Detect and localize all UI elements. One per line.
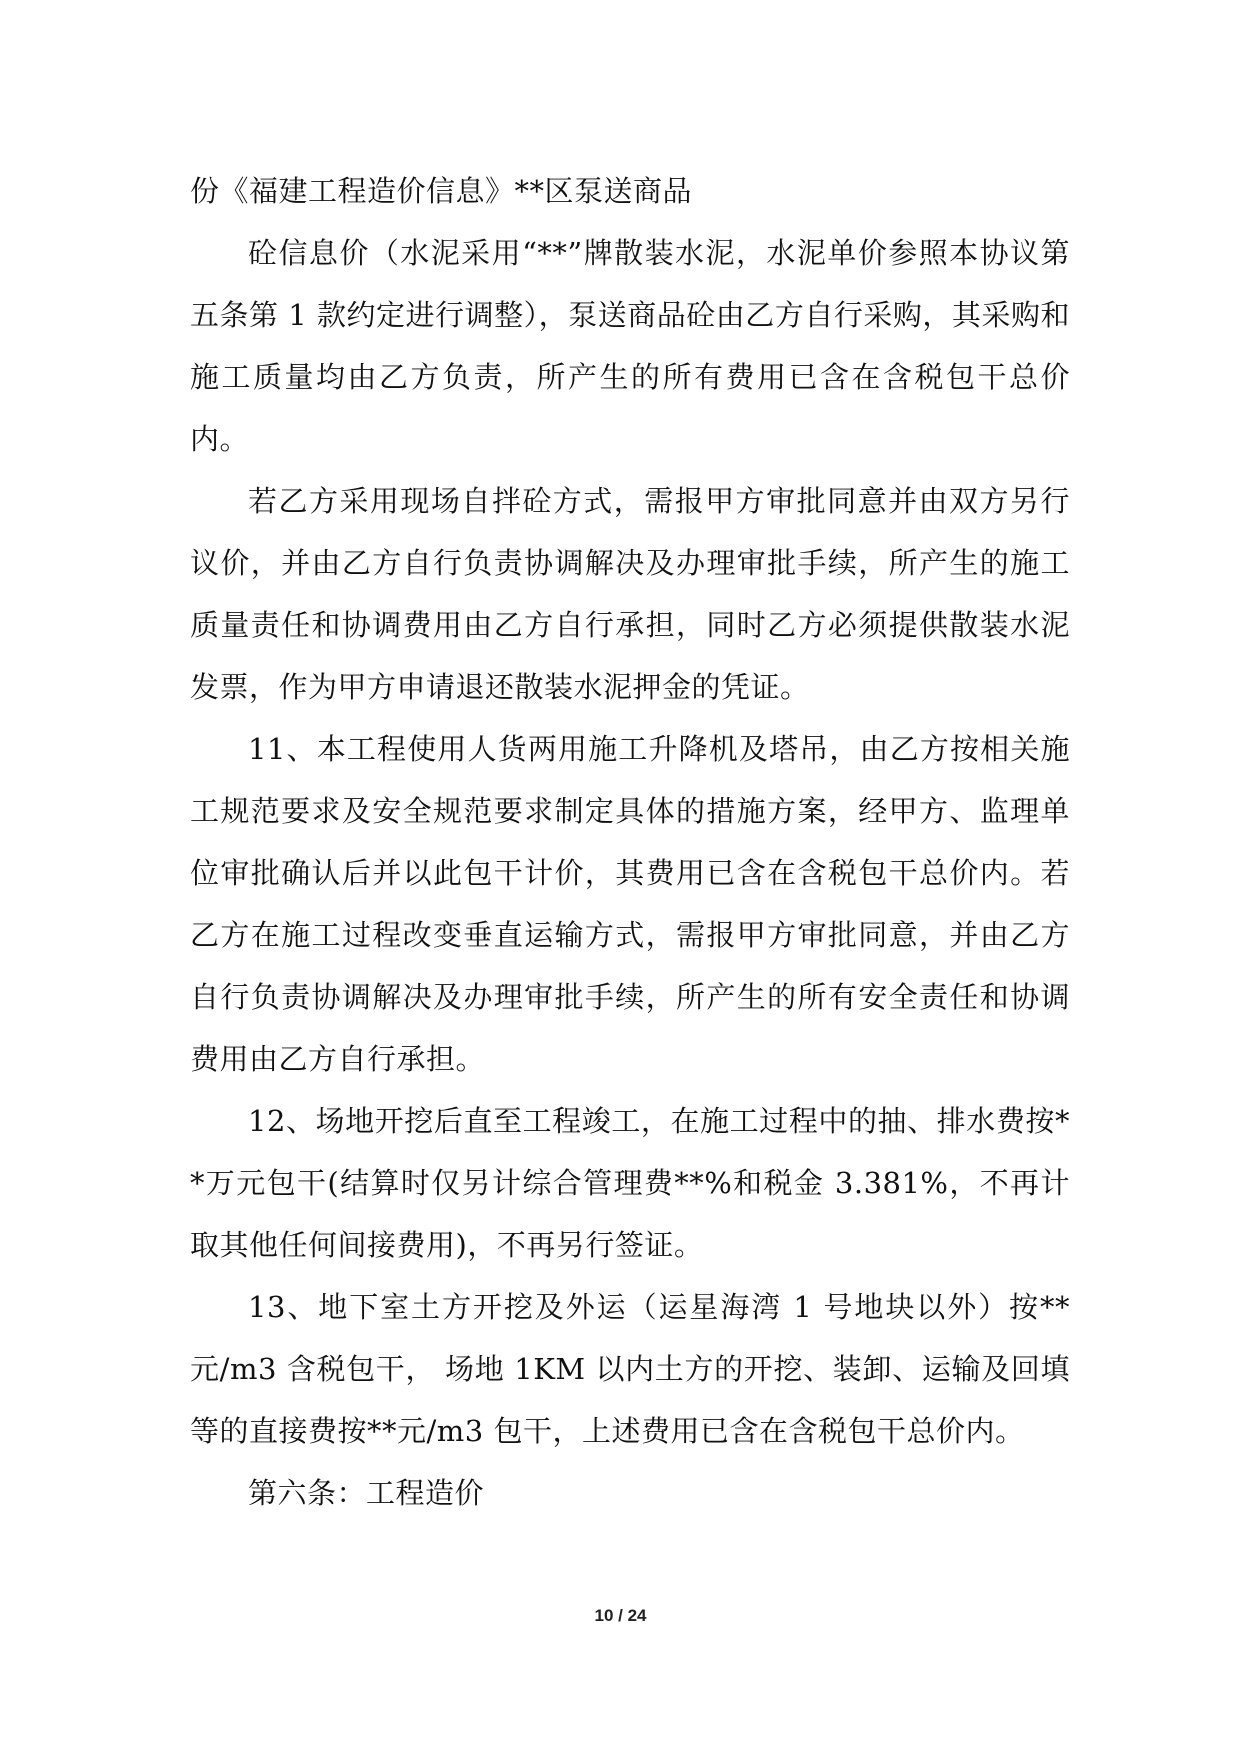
paragraph-clause-12: 12、场地开挖后直至工程竣工，在施工过程中的抽、排水费按**万元包干(结算时仅另计综合管理费**%和税金 3.381%，不再计取其他任何间接费用)，不再另行签证。 bbox=[190, 1104, 1070, 1262]
page-number: 10 / 24 bbox=[594, 1606, 647, 1625]
document-body bbox=[190, 160, 1070, 1524]
section-heading-article-6: 第六条：工程造价 bbox=[248, 1476, 485, 1510]
paragraph-clause-13: 13、地下室土方开挖及外运（运星海湾 1 号地块以外）按**元/m3 含税包干， 场地 1KM 以内土方的开挖、装卸、运输及回填等的直接费按**元/m3 包干，上述费用已含在含税包干总价内。 bbox=[190, 1290, 1070, 1448]
paragraph-clause-11: 11、本工程使用人货两用施工升降机及塔吊，由乙方按相关施工规范要求及安全规范要求制定具体的措施方案，经甲方、监理单位审批确认后并以此包干计价，其费用已含在含税包干总价内。若乙方在施工过程改变垂直运输方式，需报甲方审批同意，并由乙方自行负责协调解决及办理审批手续，所产生的所有安全责任和协调费用由乙方自行承担。 bbox=[190, 732, 1070, 1076]
paragraph-1: 份《福建工程造价信息》**区泵送商品 bbox=[190, 174, 693, 208]
paragraph-2: 砼信息价（水泥采用“**”牌散装水泥，水泥单价参照本协议第五条第 1 款约定进行调整），泵送商品砼由乙方自行采购，其采购和施工质量均由乙方负责，所产生的所有费用已含在含税包干总价内。 bbox=[190, 236, 1070, 456]
paragraph-3: 若乙方采用现场自拌砼方式，需报甲方审批同意并由双方另行议价，并由乙方自行负责协调解决及办理审批手续，所产生的施工质量责任和协调费用由乙方自行承担，同时乙方必须提供散装水泥发票，作为甲方申请退还散装水泥押金的凭证。 bbox=[190, 484, 1070, 704]
